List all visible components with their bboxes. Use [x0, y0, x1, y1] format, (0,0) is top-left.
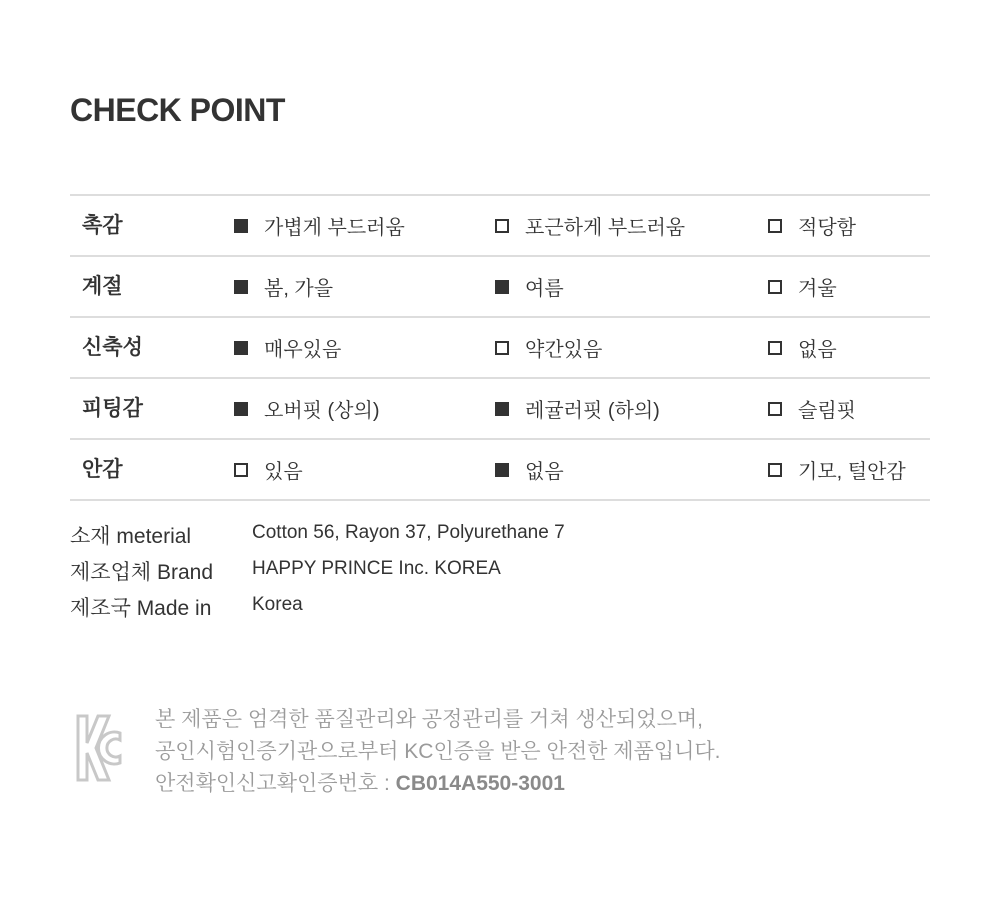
notice-line: 본 제품은 엄격한 품질관리와 공정관리를 거쳐 생산되었으며, [155, 708, 703, 731]
option-label: 없음 [525, 461, 564, 483]
row-label: 안감 [82, 458, 123, 481]
row-label: 계절 [82, 275, 123, 298]
check-option [495, 257, 564, 316]
check-row [70, 196, 930, 257]
checkbox-icon [495, 463, 509, 477]
checkbox-icon [768, 402, 782, 416]
spec-key: 소재 meterial [70, 525, 192, 548]
option-label: 가볍게 부드러움 [264, 217, 405, 239]
kc-notice [155, 704, 721, 800]
option-label: 여름 [525, 278, 564, 300]
check-option [495, 440, 564, 499]
spec-value: Korea [252, 594, 303, 615]
check-option [495, 379, 660, 438]
check-row [70, 318, 930, 379]
check-option [495, 318, 602, 377]
checkbox-icon [768, 280, 782, 294]
check-row [70, 257, 930, 318]
check-option [234, 440, 303, 499]
option-label: 슬림핏 [798, 400, 856, 422]
checkbox-icon [768, 219, 782, 233]
checkbox-icon [234, 463, 248, 477]
row-label: 촉감 [82, 214, 123, 237]
option-label: 약간있음 [525, 339, 603, 361]
notice-line [155, 768, 721, 800]
option-label: 없음 [798, 339, 837, 361]
check-option [768, 196, 856, 255]
check-option [234, 257, 333, 316]
spec-row [70, 556, 770, 592]
checkbox-icon [234, 341, 248, 355]
checkbox-icon [234, 219, 248, 233]
check-option [768, 257, 837, 316]
row-label: 피팅감 [82, 397, 143, 420]
option-label: 겨울 [798, 278, 837, 300]
spec-value: Cotton 56, Rayon 37, Polyurethane 7 [252, 522, 565, 543]
cert-number: CB014A550-3001 [395, 772, 565, 795]
option-label: 매우있음 [264, 339, 342, 361]
spec-value: HAPPY PRINCE Inc. KOREA [252, 558, 501, 579]
spec-key: 제조국 Made in [70, 597, 212, 620]
check-option [234, 318, 341, 377]
page-title: CHECK POINT [70, 92, 285, 128]
check-option [234, 196, 405, 255]
spec-row [70, 592, 770, 628]
check-row [70, 379, 930, 440]
option-label: 있음 [264, 461, 303, 483]
product-specs [70, 520, 770, 628]
option-label: 포근하게 부드러움 [525, 217, 686, 239]
spec-row [70, 520, 770, 556]
check-option [768, 379, 856, 438]
checkbox-icon [234, 280, 248, 294]
check-point-grid [70, 194, 930, 501]
checkbox-icon [768, 463, 782, 477]
check-option [495, 196, 685, 255]
check-option [768, 318, 837, 377]
checkbox-icon [495, 341, 509, 355]
option-label: 봄, 가을 [264, 278, 334, 300]
check-option [234, 379, 379, 438]
checkbox-icon [768, 341, 782, 355]
option-label: 적당함 [798, 217, 856, 239]
cert-label: 안전확인신고확인증번호 : [155, 772, 396, 795]
spec-key: 제조업체 Brand [70, 561, 214, 584]
check-option [768, 440, 906, 499]
row-label: 신축성 [82, 336, 143, 359]
option-label: 오버핏 (상의) [264, 400, 380, 422]
checkbox-icon [495, 402, 509, 416]
kc-certification-icon [74, 712, 122, 784]
checkbox-icon [234, 402, 248, 416]
option-label: 기모, 털안감 [798, 461, 906, 483]
checkbox-icon [495, 280, 509, 294]
check-row [70, 440, 930, 501]
checkbox-icon [495, 219, 509, 233]
option-label: 레귤러핏 (하의) [525, 400, 660, 422]
notice-line: 공인시험인증기관으로부터 KC인증을 받은 안전한 제품입니다. [155, 740, 721, 763]
